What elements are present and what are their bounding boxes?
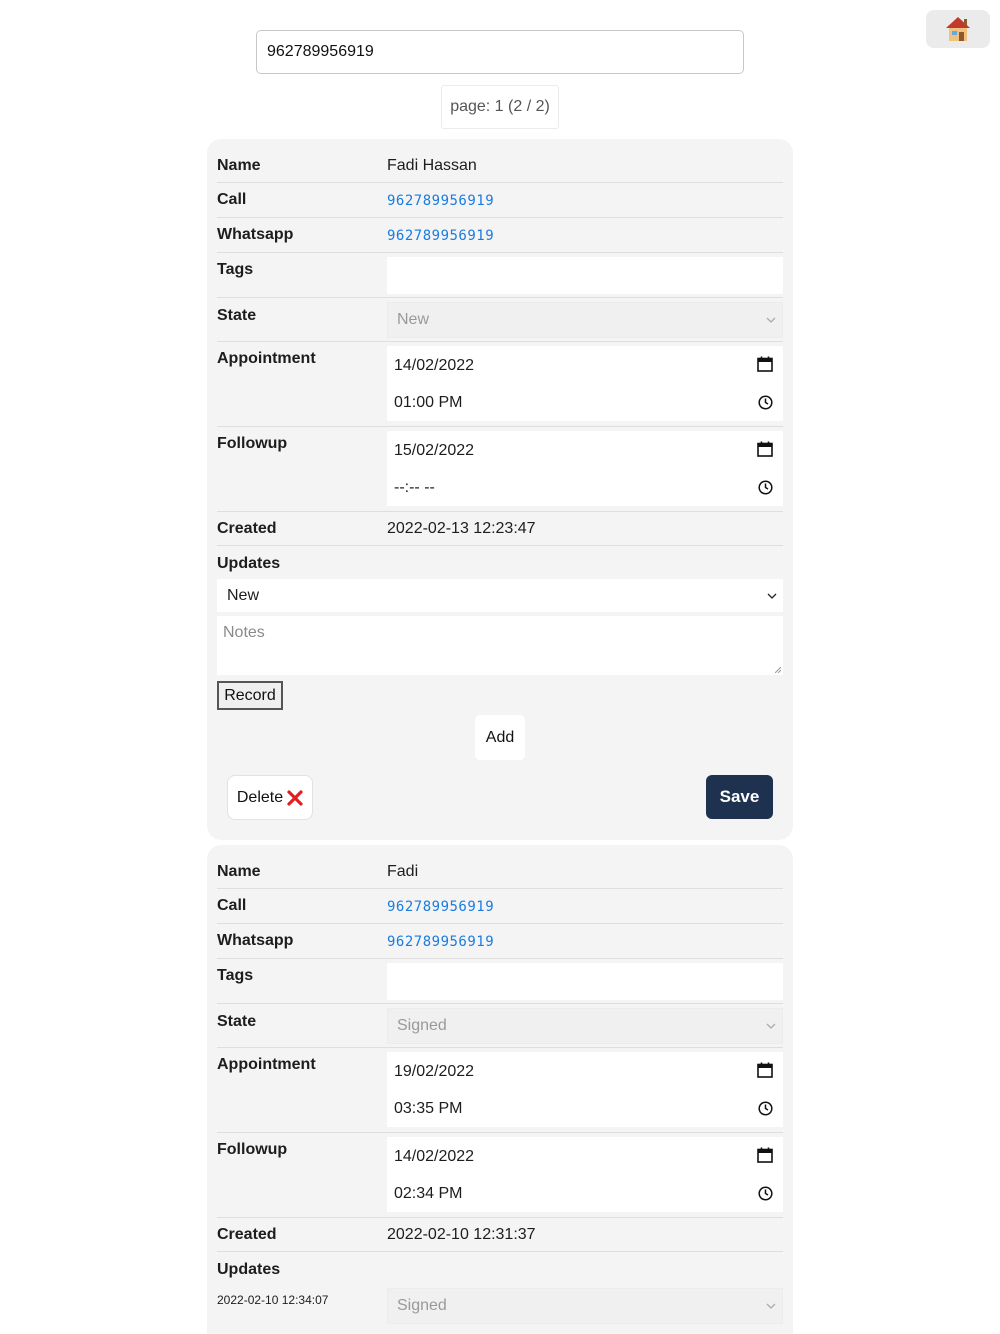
state-row (217, 298, 783, 342)
created-value: 2022-02-13 12:23:47 (387, 520, 536, 537)
created-label: Created (217, 520, 277, 537)
whatsapp-link[interactable]: 962789956919 (387, 934, 495, 950)
appointment-time-input[interactable]: 03:35 PM (394, 1100, 463, 1117)
name-label: Name (217, 157, 261, 174)
notes-placeholder: Notes (223, 624, 265, 641)
updates-label: Updates (217, 555, 281, 572)
call-row (217, 183, 783, 218)
appointment-date-input[interactable]: 14/02/2022 (394, 357, 475, 374)
tags-label: Tags (217, 261, 254, 278)
house-icon (944, 15, 972, 43)
add-button[interactable]: Add (475, 715, 525, 760)
notes-textarea[interactable] (217, 616, 783, 675)
update-timestamp: 2022-02-10 12:34:07 (217, 1293, 329, 1307)
update-state-value: Signed (397, 1297, 447, 1314)
whatsapp-row (217, 924, 783, 959)
whatsapp-link[interactable]: 962789956919 (387, 228, 495, 244)
whatsapp-row (217, 218, 783, 253)
chevron-down-icon (766, 317, 776, 323)
clock-icon[interactable] (758, 1101, 773, 1116)
appointment-row (217, 1048, 783, 1133)
state-select[interactable] (387, 302, 783, 338)
delete-label: Delete (236, 788, 284, 806)
name-label: Name (217, 863, 261, 880)
state-value: Signed (397, 1017, 447, 1034)
name-value: Fadi Hassan (387, 157, 477, 174)
call-link[interactable]: 962789956919 (387, 193, 495, 209)
created-row (217, 1218, 783, 1252)
state-row (217, 1004, 783, 1048)
appointment-datetime (387, 1052, 783, 1127)
whatsapp-label: Whatsapp (217, 932, 294, 949)
chevron-down-icon (767, 593, 777, 599)
followup-datetime (387, 431, 783, 506)
name-row (217, 845, 783, 889)
followup-datetime (387, 1137, 783, 1212)
calendar-icon[interactable] (757, 356, 773, 372)
resize-grip-icon[interactable] (775, 667, 781, 673)
chevron-down-icon (766, 1303, 776, 1309)
followup-row (217, 427, 783, 512)
search-input[interactable] (256, 30, 744, 74)
delete-button[interactable] (227, 775, 313, 820)
followup-time-input[interactable]: --:-- -- (394, 479, 435, 496)
contact-card (207, 139, 793, 840)
call-row (217, 889, 783, 924)
created-label: Created (217, 1226, 277, 1243)
updates-row (217, 1252, 783, 1286)
calendar-icon[interactable] (757, 1147, 773, 1163)
call-label: Call (217, 897, 247, 914)
created-value: 2022-02-10 12:31:37 (387, 1226, 536, 1243)
updates-row (217, 546, 783, 580)
update-state-select[interactable] (217, 579, 783, 612)
created-row (217, 512, 783, 546)
page-indicator: page: 1 (2 / 2) (441, 85, 559, 129)
state-value: New (397, 311, 430, 328)
call-link[interactable]: 962789956919 (387, 899, 495, 915)
close-icon (287, 790, 303, 806)
tags-row (217, 959, 783, 1004)
appointment-date-input[interactable]: 19/02/2022 (394, 1063, 475, 1080)
call-label: Call (217, 191, 247, 208)
state-select[interactable] (387, 1008, 783, 1044)
update-state-value: New (227, 586, 260, 604)
followup-time-input[interactable]: 02:34 PM (394, 1185, 463, 1202)
updates-label: Updates (217, 1261, 281, 1278)
clock-icon[interactable] (758, 480, 773, 495)
whatsapp-label: Whatsapp (217, 226, 294, 243)
appointment-row (217, 342, 783, 427)
home-button[interactable] (926, 10, 990, 48)
appointment-label: Appointment (217, 350, 316, 367)
followup-label: Followup (217, 435, 288, 452)
followup-row (217, 1133, 783, 1218)
chevron-down-icon (766, 1023, 776, 1029)
save-button[interactable]: Save (706, 775, 773, 819)
appointment-label: Appointment (217, 1056, 316, 1073)
update-state-select[interactable] (387, 1288, 783, 1324)
name-value: Fadi (387, 863, 419, 880)
appointment-time-input[interactable]: 01:00 PM (394, 394, 463, 411)
tags-input[interactable] (387, 257, 783, 294)
state-label: State (217, 307, 257, 324)
appointment-datetime (387, 346, 783, 421)
calendar-icon[interactable] (757, 1062, 773, 1078)
record-button[interactable]: Record (217, 681, 283, 710)
followup-date-input[interactable]: 14/02/2022 (394, 1148, 475, 1165)
tags-row (217, 253, 783, 298)
clock-icon[interactable] (758, 395, 773, 410)
followup-date-input[interactable]: 15/02/2022 (394, 442, 475, 459)
calendar-icon[interactable] (757, 441, 773, 457)
contact-card (207, 845, 793, 1334)
followup-label: Followup (217, 1141, 288, 1158)
name-row (217, 139, 783, 183)
clock-icon[interactable] (758, 1186, 773, 1201)
state-label: State (217, 1013, 257, 1030)
tags-input[interactable] (387, 963, 783, 1000)
tags-label: Tags (217, 967, 254, 984)
